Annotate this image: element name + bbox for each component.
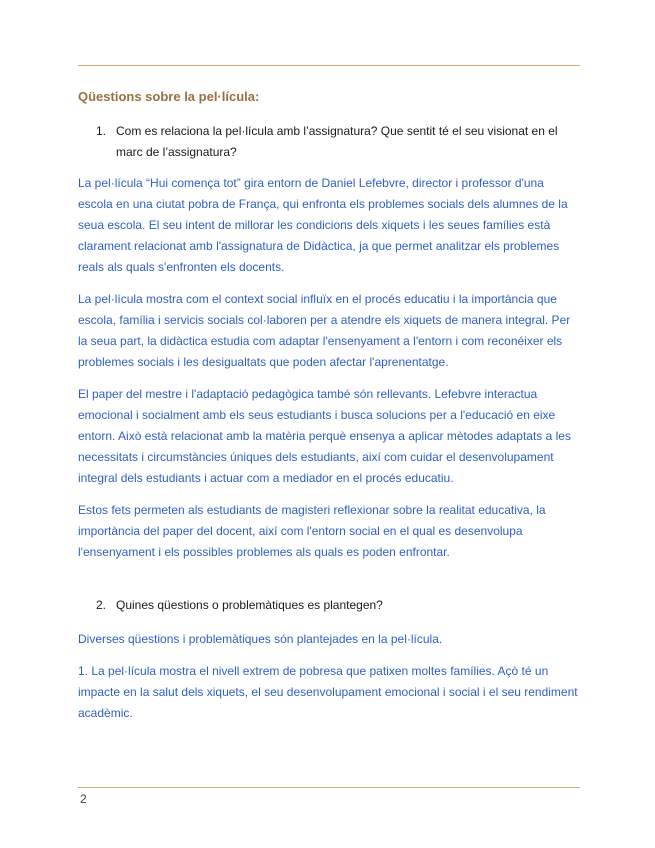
- answer-1-paragraph-2: La pel·lícula mostra com el context social influïx en el procés educatiu i la importància que escola, família i servicis socials col·laboren per a atendre els xiquets de manera integral. Per la seua part, la didàctica estudia com adaptar l'ensenyament a l'entorn i com reconéixer els problemes socials i les desigualtats que poden afectar l'aprenentatge.: [78, 292, 571, 369]
- question-1-text: Com es relaciona la pel·lícula amb l’assignatura? Que sentit té el seu visionat en el marc de l’assignatura?: [116, 124, 558, 159]
- answer-1-paragraph-1: La pel·lícula “Hui comença tot” gira entorn de Daniel Lefebvre, director i professor d'una escola en una ciutat pobra de França, qui enfronta els problemes socials dels alumnes de la seua escola. El seu intent de millorar les condicions dels xiquets i les seues famílies està clarament relacionat amb l'assignatura de Didàctica, ja que permet analitzar els problemes reals als quals s'enfronten els docents.: [78, 176, 568, 274]
- answer-1-paragraph-3: El paper del mestre i l'adaptació pedagògica també són rellevants. Lefebvre interactua emocional i socialment amb els seus estudiants i busca solucions per a l'educació en eixe entorn. Això està relacionat amb la matèria perquè ensenya a aplicar mètodes adaptats a les necessitats i circumstàncies úniques dels estudiants, així com cuidar el desenvolupament integral dels estudiants i actuar com a mediador en el procés educatiu.: [78, 387, 571, 485]
- header-rule: [78, 65, 580, 66]
- answer-1-paragraph-4: Estos fets permeten als estudiants de magisteri reflexionar sobre la realitat educativa, la importància del paper del docent, així com l'entorn social en el qual es desenvolupa l'ensenyament i els possibles problemes als quals es poden enfrontar.: [78, 503, 546, 559]
- question-2-text: Quines qüestions o problemàtiques es plantegen?: [116, 598, 383, 612]
- question-1: [78, 121, 580, 163]
- page-number: 2: [80, 792, 87, 806]
- answer-2-paragraph-2: 1. La pel·lícula mostra el nivell extrem de pobresa que patixen moltes famílies. Açò té un impacte en la salut dels xiquets, el seu desenvolupament emocional i social i el seu rendiment acadèmic.: [78, 664, 578, 720]
- question-2: [78, 595, 580, 616]
- footer-rule: [78, 787, 580, 788]
- page-content: [78, 80, 580, 724]
- question-2-number: 2.: [96, 598, 107, 612]
- question-1-number: 1.: [96, 124, 107, 138]
- answer-2-paragraph-1: Diverses qüestions i problemàtiques són plantejades en la pel·lícula.: [78, 632, 443, 646]
- section-heading: Qüestions sobre la pel·lícula:: [78, 89, 260, 104]
